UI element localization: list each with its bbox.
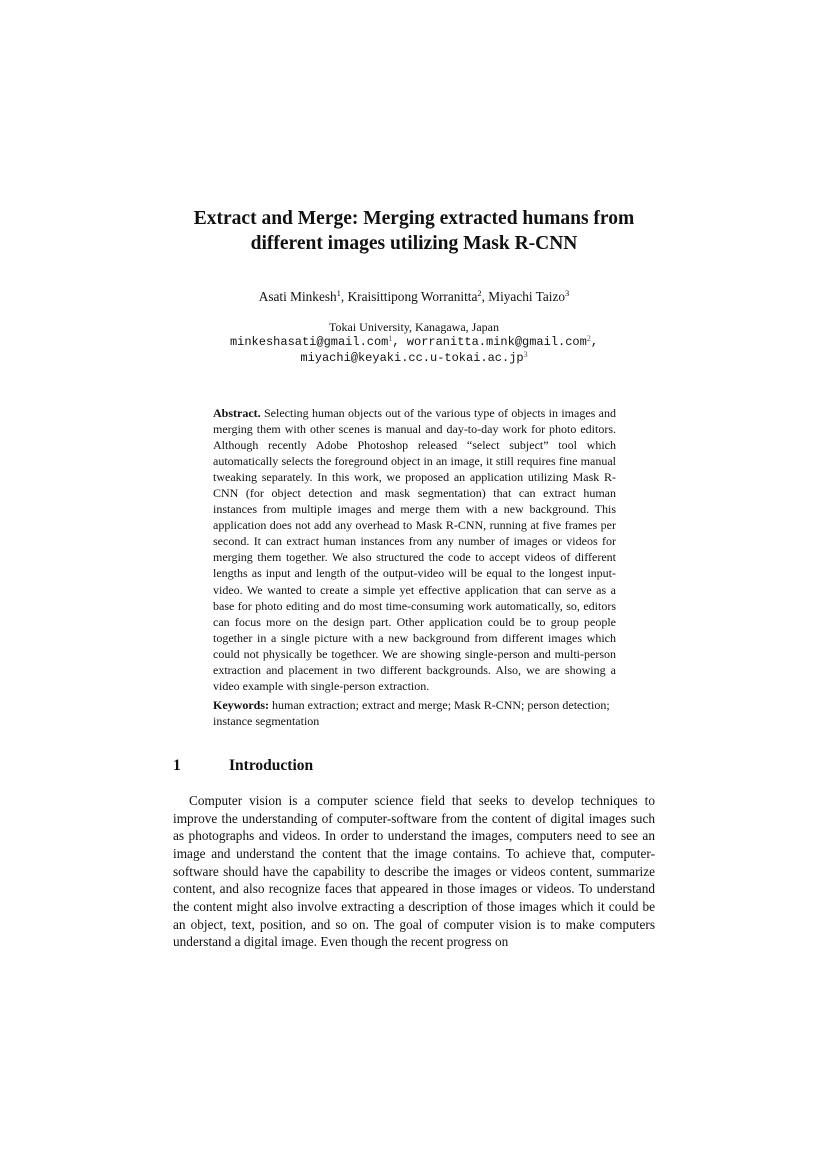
email-address: minkeshasati@gmail.com bbox=[229, 335, 389, 349]
author-name: Miyachi Taizo bbox=[488, 289, 566, 304]
title-line-2: different images utilizing Mask R-CNN bbox=[250, 233, 578, 254]
abstract bbox=[213, 405, 616, 694]
keywords-label: Keywords: bbox=[213, 698, 269, 712]
author-mark: 1 bbox=[336, 288, 341, 298]
section-number: 1 bbox=[173, 757, 181, 774]
section-title: Introduction bbox=[229, 757, 314, 774]
author-list: Asati Minkesh$^1$, Kraisittipong Worranitta$^2$, Miyachi Taizo$^3$ bbox=[258, 288, 570, 304]
affiliation: Tokai University, Kanagawa, Japan bbox=[329, 320, 499, 334]
author-mark: 3 bbox=[565, 288, 570, 298]
author-name: Kraisittipong Worranitta bbox=[347, 289, 478, 304]
keywords bbox=[213, 697, 616, 729]
email-line-1: minkeshasati@gmail.com$^1$, worranitta.mink@gmail.com$^2$, bbox=[229, 334, 599, 349]
keywords-text: human extraction; extract and merge; Mask R-CNN; person detection; instance segmentation bbox=[213, 698, 610, 728]
title-line-1: Extract and Merge: Merging extracted humans from bbox=[193, 208, 635, 229]
email-mark: 3 bbox=[523, 349, 528, 359]
paper-title bbox=[120, 206, 708, 256]
abstract-text: Selecting human objects out of the various type of objects in images and merging them with other scenes is manual and day-to-day work for photo editors. Although recently Adobe Photoshop released “select subject” tool which automatically selects the foreground object in an image, it still requires fine manual tweaking separately. In this work, we proposed an application utilizing Mask R-CNN (for object detection and mask segmentation) that can extract human instances from multiple images and merge them with a new background. This application does not add any overhead to Mask R-CNN, running at five frames per second. It can extract human instances from any number of images or videos for merging them together. We also structured the code to accept videos of different lengths as input and length of the output-video will be equal to the longest input-video. We wanted to create a simple yet effective application that can serve as a base for photo editing and do most time-consuming work automatically, so, editors can focus more on the design part. Other application could be to group people together in a single picture with a new background from different images which could not physically be togethcer. We are showing single-person and multi-person extraction and placement in two different backgrounds. Also, we are showing a video example with single-person extraction. bbox=[213, 406, 616, 693]
email-line-2 bbox=[120, 351, 708, 367]
email-address: miyachi@keyaki.cc.u-tokai.ac.jp bbox=[300, 350, 524, 365]
author-mark: 2 bbox=[477, 288, 482, 298]
abstract-label: Abstract. bbox=[213, 406, 261, 420]
email-mark: 2 bbox=[586, 334, 591, 343]
email-mark: 1 bbox=[388, 334, 393, 343]
author-name: Asati Minkesh bbox=[258, 289, 337, 304]
section-heading bbox=[173, 756, 313, 776]
email-list bbox=[120, 335, 708, 366]
intro-paragraph: Computer vision is a computer science field that seeks to develop techniques to improve the understanding of computer-software from the content of digital images such as photographs and videos. In order to understand the images, computers need to see an image and understand the content that the image contains. To achieve that, computer-software should have the capability to describe the images or videos content, summarize content, and also recognize faces that appeared in those images or videos. To understand the content might also involve extracting a description of those images which it could be an object, text, position, and so on. The goal of computer vision is to make computers understand a digital image. Even though the recent progress on bbox=[173, 793, 655, 950]
email-address: worranitta.mink@gmail.com bbox=[406, 335, 587, 349]
